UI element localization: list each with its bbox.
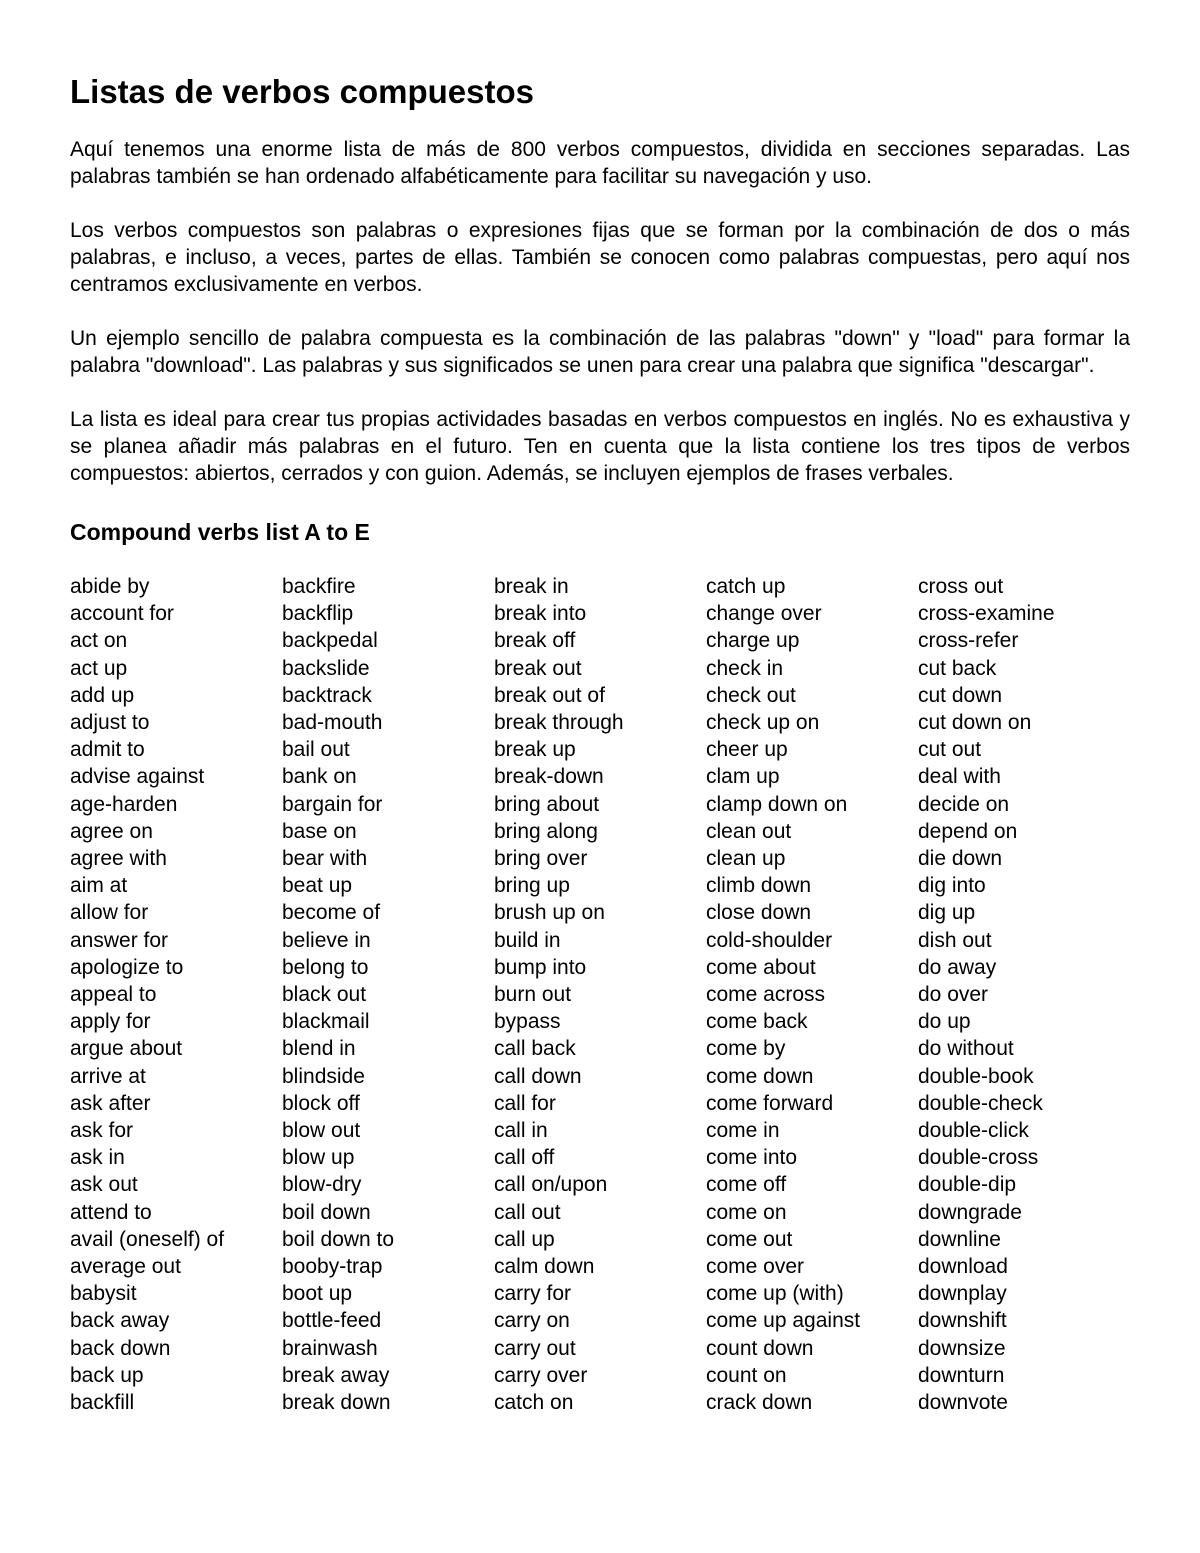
verb-item: blow-dry xyxy=(282,1173,362,1197)
section-title: Compound verbs list A to E xyxy=(70,519,370,545)
verb-item: bail out xyxy=(282,738,350,762)
verb-item: build in xyxy=(494,928,561,952)
verb-item: dish out xyxy=(918,928,992,952)
verb-item: add up xyxy=(70,683,135,707)
intro-paragraph-4: La lista es ideal para crear tus propias actividades basadas en verbos compuestos en inglés. No es exhaustiva y se planea añadir más palabras en el futuro. Ten en cuenta que la lista contiene los tres tipos de verbos compuestos: abiertos, cerrados y con guion. Además, se incluyen ejemplos de frases verbales. xyxy=(70,408,1130,485)
intro-paragraph-3: Un ejemplo sencillo de palabra compuesta es la combinación de las palabras "down" y "load" para formar la palabra "download". Las palabras y sus significados se unen para crear una palabra que significa "descargar". xyxy=(70,327,1130,377)
verb-item: blend in xyxy=(282,1037,356,1061)
verb-item: cut down on xyxy=(918,711,1032,735)
verb-item: come on xyxy=(706,1200,787,1224)
verb-item: boot up xyxy=(282,1282,353,1306)
verb-item: carry out xyxy=(494,1336,576,1360)
verb-item: black out xyxy=(282,983,367,1007)
document-page xyxy=(70,70,1130,1416)
verb-item: break up xyxy=(494,738,576,762)
verb-item: double-check xyxy=(918,1091,1043,1115)
verb-item: allow for xyxy=(70,901,149,925)
verb-item: come down xyxy=(706,1064,814,1088)
verb-item: call for xyxy=(494,1091,556,1115)
verb-item: cut back xyxy=(918,656,997,680)
verb-item: bring along xyxy=(494,819,598,843)
verb-item: cold-shoulder xyxy=(706,928,833,952)
verb-item: come off xyxy=(706,1173,787,1197)
verb-item: call back xyxy=(494,1037,576,1061)
verb-item: break off xyxy=(494,629,576,653)
verb-item: change over xyxy=(706,602,822,626)
verb-item: ask out xyxy=(70,1173,138,1197)
verb-item: cheer up xyxy=(706,738,788,762)
verb-item: downshift xyxy=(918,1309,1007,1333)
verb-item: break down xyxy=(282,1391,391,1415)
verb-item: come up against xyxy=(706,1309,861,1333)
verb-item: arrive at xyxy=(70,1064,146,1088)
verb-item: bear with xyxy=(282,847,368,871)
verb-item: attend to xyxy=(70,1200,152,1224)
verb-item: bring up xyxy=(494,874,570,898)
verb-item: abide by xyxy=(70,575,150,598)
verb-item: booby-trap xyxy=(282,1255,383,1279)
verb-item: clean out xyxy=(706,819,792,843)
verb-item: come in xyxy=(706,1119,780,1143)
verb-item: come forward xyxy=(706,1091,834,1115)
verb-item: backfill xyxy=(70,1391,135,1415)
verb-item: downvote xyxy=(918,1391,1008,1415)
verb-item: belong to xyxy=(282,955,369,979)
verb-item: bypass xyxy=(494,1010,561,1034)
verb-item: carry on xyxy=(494,1309,570,1333)
verb-item: carry over xyxy=(494,1363,588,1387)
verb-item: boil down to xyxy=(282,1227,395,1251)
verb-item: back down xyxy=(70,1336,171,1360)
verb-item: come into xyxy=(706,1146,798,1170)
verb-item: adjust to xyxy=(70,711,150,735)
verb-item: ask in xyxy=(70,1146,125,1170)
verb-item: come up (with) xyxy=(706,1282,844,1306)
verb-item: bottle-feed xyxy=(282,1309,382,1333)
verb-item: do without xyxy=(918,1037,1014,1061)
verb-item: bank on xyxy=(282,765,357,789)
verb-item: bring about xyxy=(494,792,600,816)
page-title: Listas de verbos compuestos xyxy=(70,73,534,110)
verb-item: bad-mouth xyxy=(282,711,383,735)
verb-item: ask after xyxy=(70,1091,151,1115)
verb-item: agree with xyxy=(70,847,167,871)
verb-item: blow out xyxy=(282,1119,361,1143)
verb-item: double-book xyxy=(918,1064,1034,1088)
verb-item: come by xyxy=(706,1037,786,1061)
verb-item: catch on xyxy=(494,1391,574,1415)
verb-item: ask for xyxy=(70,1119,134,1143)
verb-item: believe in xyxy=(282,928,371,952)
verb-item: break through xyxy=(494,711,624,735)
verb-item: become of xyxy=(282,901,381,925)
verb-item: calm down xyxy=(494,1255,595,1279)
verb-item: bump into xyxy=(494,955,587,979)
verb-item: decide on xyxy=(918,792,1010,816)
verb-item: burn out xyxy=(494,983,572,1007)
intro-paragraph-1: Aquí tenemos una enorme lista de más de 800 verbos compuestos, dividida en secciones separadas. Las palabras también se han ordenado alfabéticamente para facilitar su navegación y uso. xyxy=(70,138,1130,188)
verb-item: brainwash xyxy=(282,1336,378,1360)
verb-item: deal with xyxy=(918,765,1001,789)
verb-item: aim at xyxy=(70,874,128,898)
verb-item: dig into xyxy=(918,874,986,898)
verb-list-grid xyxy=(70,573,1130,1416)
verb-item: call up xyxy=(494,1227,555,1251)
verb-item: answer for xyxy=(70,928,169,952)
verb-item: call down xyxy=(494,1064,582,1088)
verb-item: boil down xyxy=(282,1200,371,1224)
verb-item: check out xyxy=(706,683,796,707)
verb-item: break out of xyxy=(494,683,605,707)
verb-item: break into xyxy=(494,602,587,626)
verb-item: bargain for xyxy=(282,792,383,816)
verb-item: carry for xyxy=(494,1282,572,1306)
verb-item: crack down xyxy=(706,1391,813,1415)
verb-item: babysit xyxy=(70,1282,137,1306)
verb-item: clean up xyxy=(706,847,786,871)
verb-item: clam up xyxy=(706,765,780,789)
verb-item: call on/upon xyxy=(494,1173,608,1197)
verb-item: back away xyxy=(70,1309,170,1333)
verb-item: call off xyxy=(494,1146,555,1170)
verb-item: call out xyxy=(494,1200,561,1224)
verb-item: break in xyxy=(494,575,569,598)
verb-item: downturn xyxy=(918,1363,1005,1387)
verb-item: base on xyxy=(282,819,357,843)
verb-item: blindside xyxy=(282,1064,365,1088)
verb-item: double-click xyxy=(918,1119,1029,1143)
verb-item: act on xyxy=(70,629,128,653)
verb-item: apply for xyxy=(70,1010,151,1034)
verb-item: come across xyxy=(706,983,826,1007)
verb-item: count down xyxy=(706,1336,814,1360)
verb-item: charge up xyxy=(706,629,800,653)
verb-item: double-cross xyxy=(918,1146,1039,1170)
verb-item: cross-examine xyxy=(918,602,1055,626)
verb-item: age-harden xyxy=(70,792,178,816)
verb-item: backflip xyxy=(282,602,354,626)
verb-column-4 xyxy=(706,573,918,1416)
verb-item: break away xyxy=(282,1363,390,1387)
verb-column-2 xyxy=(282,573,494,1416)
verb-item: download xyxy=(918,1255,1008,1279)
verb-item: cross out xyxy=(918,575,1004,598)
verb-item: call in xyxy=(494,1119,548,1143)
verb-item: cut down xyxy=(918,683,1003,707)
verb-item: appeal to xyxy=(70,983,157,1007)
verb-item: break out xyxy=(494,656,582,680)
verb-item: apologize to xyxy=(70,955,184,979)
verb-item: double-dip xyxy=(918,1173,1017,1197)
intro-paragraphs xyxy=(70,136,1130,487)
verb-item: clamp down on xyxy=(706,792,848,816)
verb-column-1 xyxy=(70,573,282,1416)
verb-item: cut out xyxy=(918,738,982,762)
verb-item: advise against xyxy=(70,765,205,789)
verb-item: die down xyxy=(918,847,1003,871)
verb-item: backslide xyxy=(282,656,370,680)
verb-item: backpedal xyxy=(282,629,378,653)
verb-item: account for xyxy=(70,602,174,626)
verb-item: break-down xyxy=(494,765,604,789)
verb-item: admit to xyxy=(70,738,145,762)
verb-item: agree on xyxy=(70,819,153,843)
verb-item: close down xyxy=(706,901,812,925)
verb-item: dig up xyxy=(918,901,976,925)
verb-item: backtrack xyxy=(282,683,372,707)
intro-paragraph-2: Los verbos compuestos son palabras o expresiones fijas que se forman por la combinación de dos o más palabras, e incluso, a veces, partes de ellas. También se conocen como palabras compuestas, pero aquí nos centramos exclusivamente en verbos. xyxy=(70,219,1130,296)
verb-item: block off xyxy=(282,1091,360,1115)
verb-item: avail (oneself) of xyxy=(70,1227,225,1251)
verb-item: do up xyxy=(918,1010,971,1034)
verb-item: cross-refer xyxy=(918,629,1019,653)
verb-item: catch up xyxy=(706,575,786,598)
verb-item: come out xyxy=(706,1227,793,1251)
verb-item: climb down xyxy=(706,874,812,898)
verb-item: brush up on xyxy=(494,901,605,925)
verb-item: come about xyxy=(706,955,816,979)
verb-item: come over xyxy=(706,1255,805,1279)
verb-item: do away xyxy=(918,955,997,979)
verb-item: act up xyxy=(70,656,128,680)
verb-item: bring over xyxy=(494,847,588,871)
verb-item: count on xyxy=(706,1363,787,1387)
verb-item: beat up xyxy=(282,874,353,898)
verb-column-5 xyxy=(918,573,1130,1416)
verb-column-3 xyxy=(494,573,706,1416)
verb-item: check up on xyxy=(706,711,820,735)
verb-item: downplay xyxy=(918,1282,1007,1306)
verb-item: average out xyxy=(70,1255,181,1279)
verb-item: back up xyxy=(70,1363,144,1387)
verb-item: downline xyxy=(918,1227,1001,1251)
verb-item: depend on xyxy=(918,819,1018,843)
verb-item: downsize xyxy=(918,1336,1006,1360)
verb-item: do over xyxy=(918,983,989,1007)
verb-item: blackmail xyxy=(282,1010,370,1034)
verb-item: check in xyxy=(706,656,784,680)
verb-item: blow up xyxy=(282,1146,355,1170)
verb-item: backfire xyxy=(282,575,356,598)
verb-item: downgrade xyxy=(918,1200,1022,1224)
verb-item: argue about xyxy=(70,1037,183,1061)
verb-item: come back xyxy=(706,1010,808,1034)
